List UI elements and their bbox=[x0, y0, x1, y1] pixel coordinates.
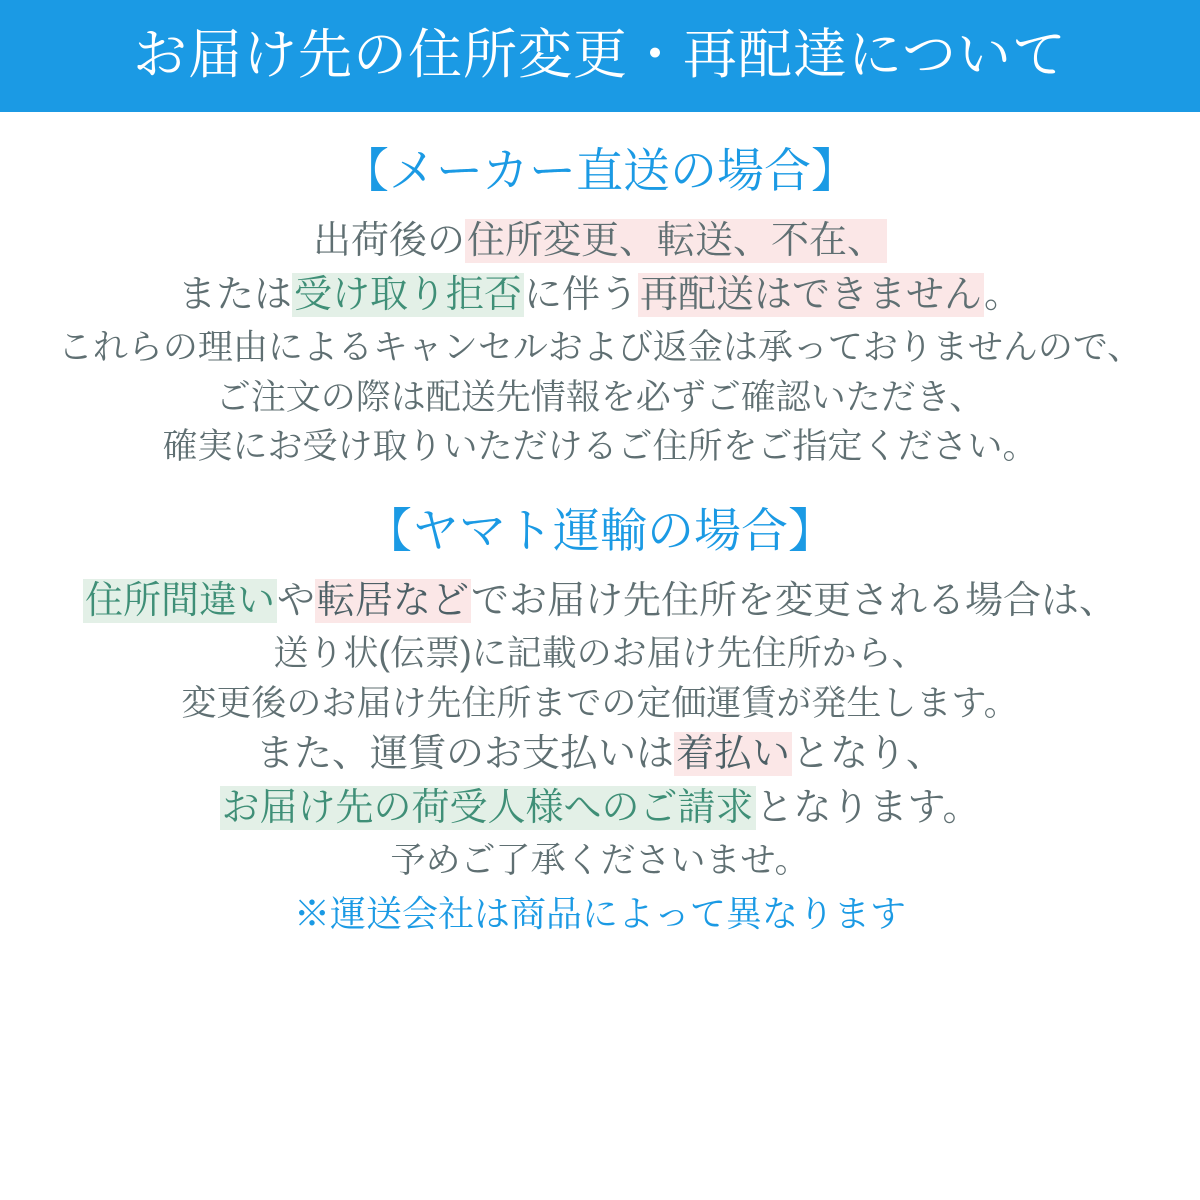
line-part: 。 bbox=[984, 273, 1023, 316]
line-part: となり、 bbox=[792, 733, 945, 776]
line-part: または bbox=[177, 273, 292, 316]
line-part-highlight: お届け先の荷受人様へのご請求 bbox=[221, 787, 754, 830]
line-part-highlight: 再配送はできません bbox=[640, 273, 983, 316]
page-title: お届け先の住所変更・再配達について bbox=[133, 25, 1067, 86]
page-header bbox=[0, 0, 1200, 112]
line-part: や bbox=[276, 579, 315, 622]
line-part: に伴う bbox=[523, 273, 638, 316]
text-line: 送り状(伝票)に記載のお届け先住所から、 bbox=[273, 633, 927, 673]
line-part-highlight: 転居など bbox=[317, 579, 470, 622]
line-part-highlight: 受け取り拒否 bbox=[293, 273, 522, 316]
line-part: また、運賃のお支払いは bbox=[255, 733, 674, 776]
footer-note: ※運送会社は商品によって異なります bbox=[293, 892, 906, 934]
notice-content bbox=[0, 134, 1200, 937]
text-line bbox=[0, 215, 1200, 269]
line-part: でお届け先住所を変更される場合は、 bbox=[471, 579, 1118, 622]
text-line: 変更後のお届け先住所までの定価運賃が発生します。 bbox=[181, 683, 1019, 723]
line-part-highlight: 住所変更、転送、不在、 bbox=[467, 220, 886, 262]
text-line bbox=[0, 269, 1200, 323]
line-part-highlight: 住所間違い bbox=[84, 579, 275, 622]
text-line: これらの理由によるキャンセルおよび返金は承っておりませんので、 bbox=[57, 327, 1143, 367]
text-line bbox=[0, 728, 1200, 782]
line-part: 出荷後の bbox=[312, 220, 465, 262]
text-line: 予めご了承くださいませ。 bbox=[390, 841, 810, 881]
text-line bbox=[0, 782, 1200, 836]
section-title-maker-direct: 【メーカー直送の場合】 bbox=[341, 144, 859, 197]
line-part: となります。 bbox=[755, 787, 981, 830]
text-line bbox=[0, 575, 1200, 629]
text-line: 確実にお受け取りいただけるご住所をご指定ください。 bbox=[162, 427, 1038, 467]
section-title-yamato: 【ヤマト運輸の場合】 bbox=[365, 503, 835, 557]
line-part-highlight: 着払い bbox=[675, 733, 790, 776]
text-line: ご注文の際は配送先情報を必ずご確認いただき、 bbox=[215, 377, 985, 417]
